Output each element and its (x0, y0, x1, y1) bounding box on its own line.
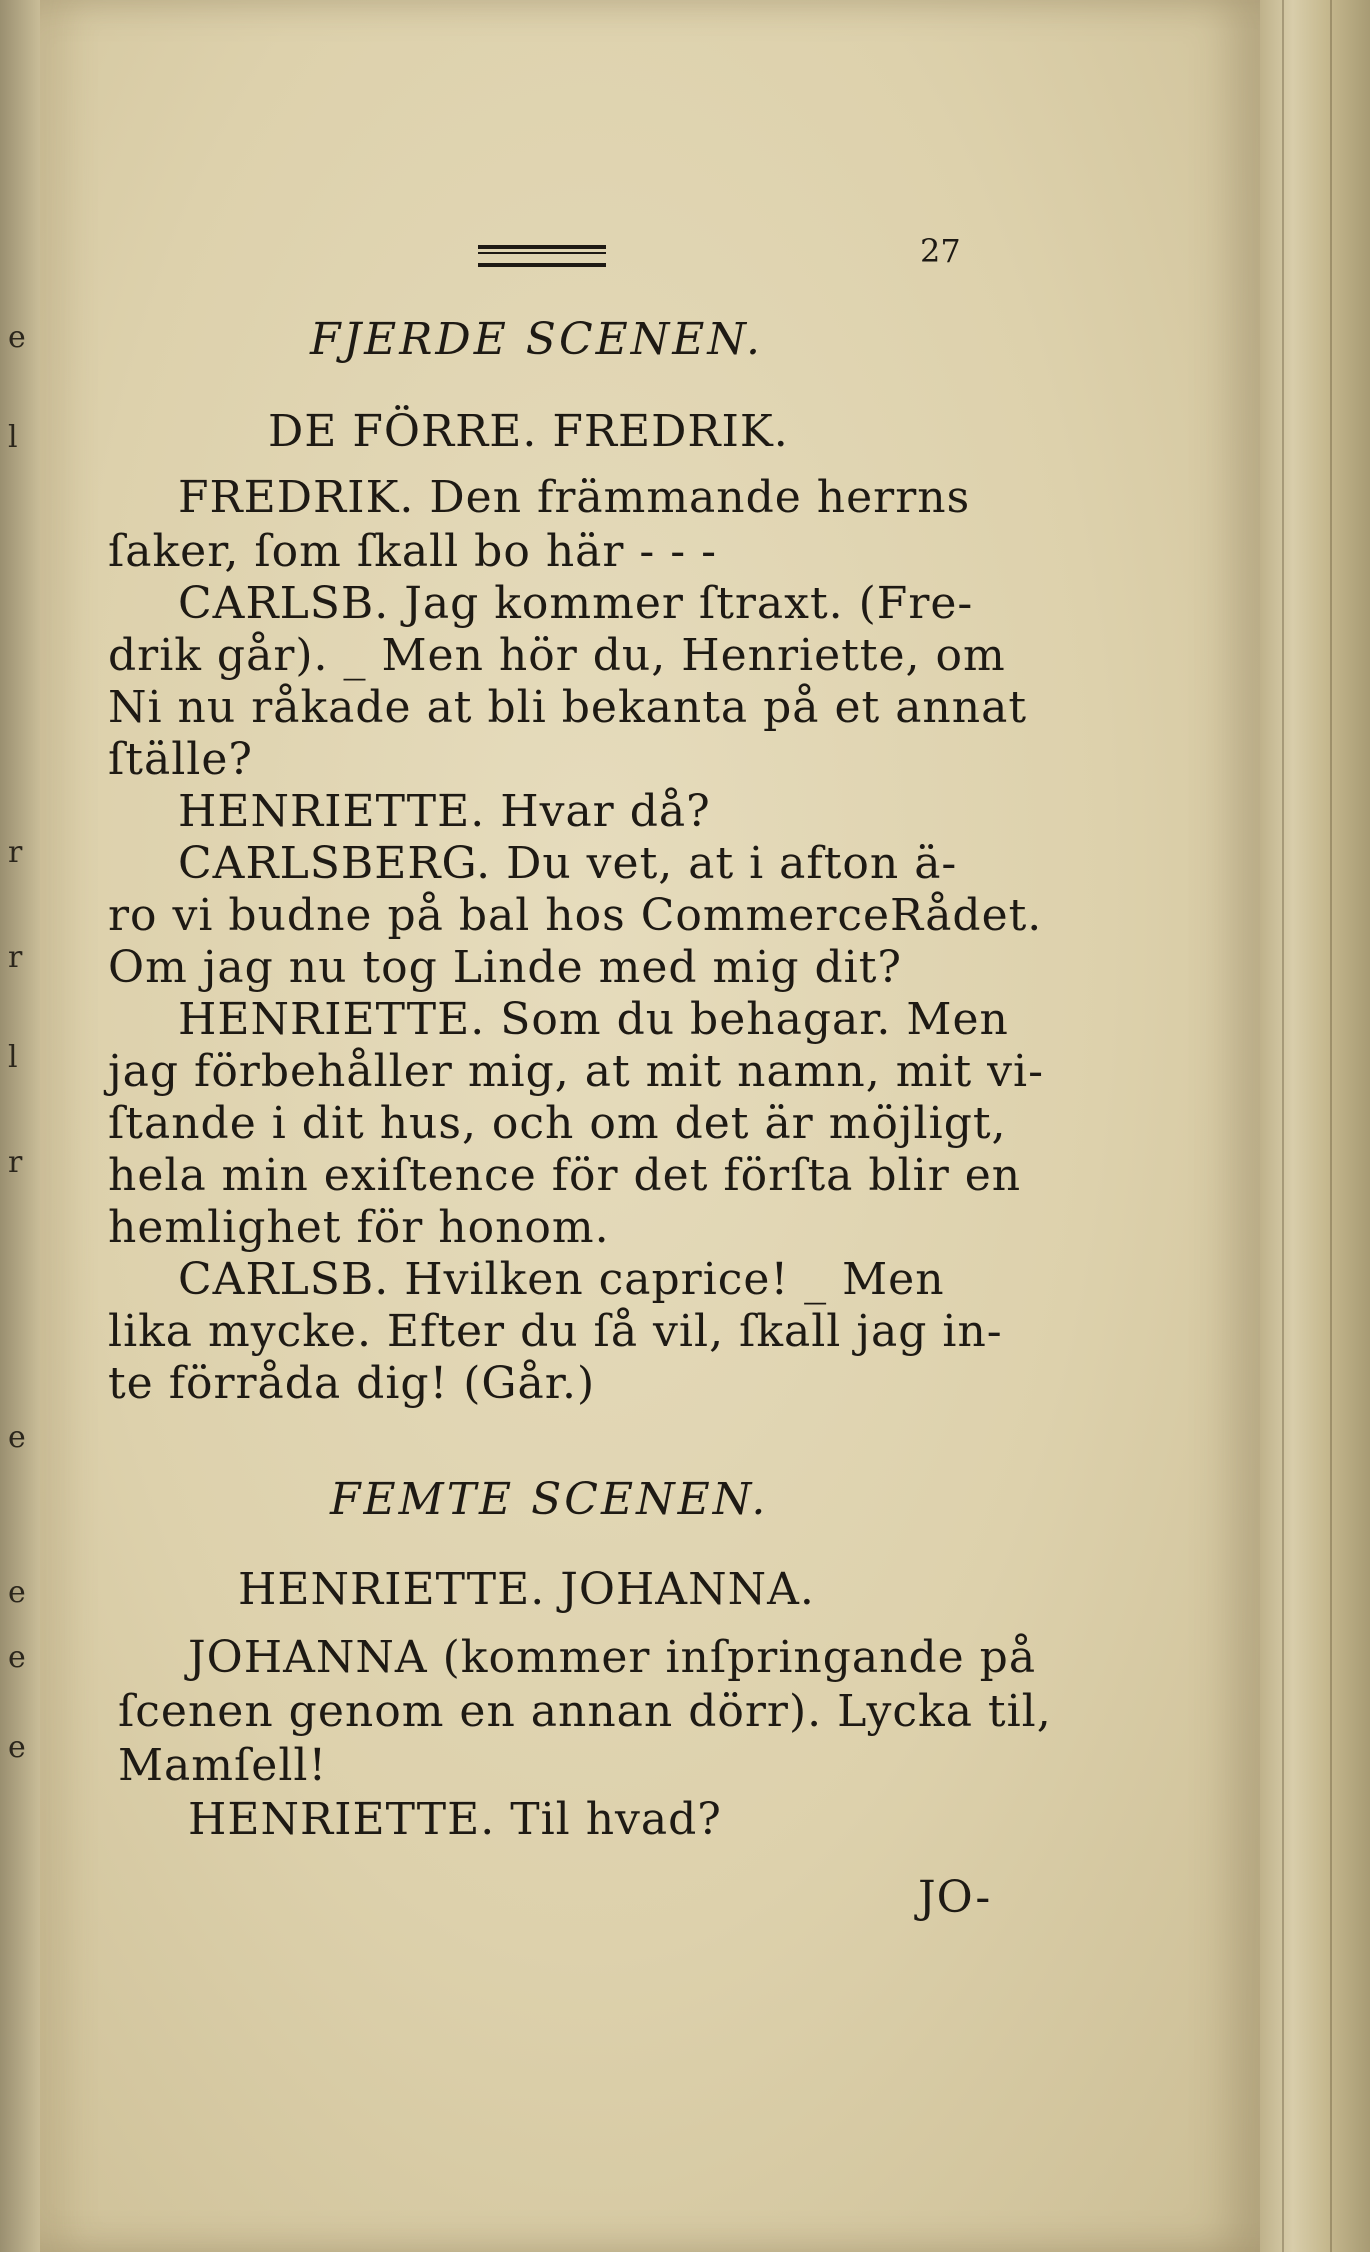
text-line: ſtande i dit hus, och om det är möjligt, (108, 1098, 1007, 1149)
text-line: te förråda dig! (Går.) (108, 1358, 596, 1409)
text-line: ro vi budne på bal hos CommerceRådet. (108, 890, 1043, 941)
text-line: JOHANNA (kommer inſpringande på (188, 1632, 1037, 1683)
scene-heading: FJERDE SCENEN. (310, 314, 764, 365)
text-line: CARLSBERG. Du vet, at i afton ä- (178, 838, 958, 889)
margin-fragment: r (8, 835, 23, 870)
text-line: FREDRIK. Den främmande herrns (178, 472, 971, 523)
page-edge-line (1282, 0, 1284, 2252)
margin-fragment: e (8, 320, 26, 355)
text-line: lika mycke. Efter du ſå vil, ſkall jag in- (108, 1306, 1003, 1357)
scene-heading: FEMTE SCENEN. (330, 1474, 769, 1525)
text-line: Mamſell! (118, 1740, 328, 1791)
text-line: jag förbehåller mig, at mit namn, mit vi- (108, 1046, 1044, 1097)
text-line: CARLSB. Hvilken caprice! _ Men (178, 1254, 945, 1305)
previous-page-margin (0, 0, 70, 2252)
margin-fragment: e (8, 1640, 26, 1675)
margin-fragment: e (8, 1420, 26, 1455)
margin-fragment: e (8, 1575, 26, 1610)
text-line: drik går). _ Men hör du, Henriette, om (108, 630, 1006, 681)
margin-fragment: e (8, 1730, 26, 1765)
margin-fragment: l (8, 420, 18, 455)
character-list: HENRIETTE. JOHANNA. (238, 1564, 815, 1615)
text-line: hela min exiſtence för det förſta blir en (108, 1150, 1022, 1201)
text-line: ſtälle? (108, 734, 253, 785)
character-list: DE FÖRRE. FREDRIK. (268, 406, 789, 457)
header-double-rule (478, 245, 606, 267)
text-line: HENRIETTE. Hvar då? (178, 786, 711, 837)
text-line: HENRIETTE. Som du behagar. Men (178, 994, 1009, 1045)
text-line: Ni nu råkade at bli bekanta på et annat (108, 682, 1028, 733)
text-line: ſaker, ſom ſkall bo här - - - (108, 526, 717, 577)
text-line: Om jag nu tog Linde med mig dit? (108, 942, 902, 993)
margin-fragment: l (8, 1040, 18, 1075)
page-right-edge (1260, 0, 1370, 2252)
text-line: HENRIETTE. Til hvad? (188, 1794, 722, 1845)
margin-fragment: r (8, 940, 23, 975)
page-edge-line (1330, 0, 1332, 2252)
text-line: CARLSB. Jag kommer ſtraxt. (Fre- (178, 578, 974, 629)
catchword: JO- (918, 1872, 992, 1923)
text-line: hemlighet för honom. (108, 1202, 610, 1253)
margin-fragment: r (8, 1145, 23, 1180)
page-number: 27 (920, 232, 961, 270)
text-line: ſcenen genom en annan dörr). Lycka til, (118, 1686, 1052, 1737)
